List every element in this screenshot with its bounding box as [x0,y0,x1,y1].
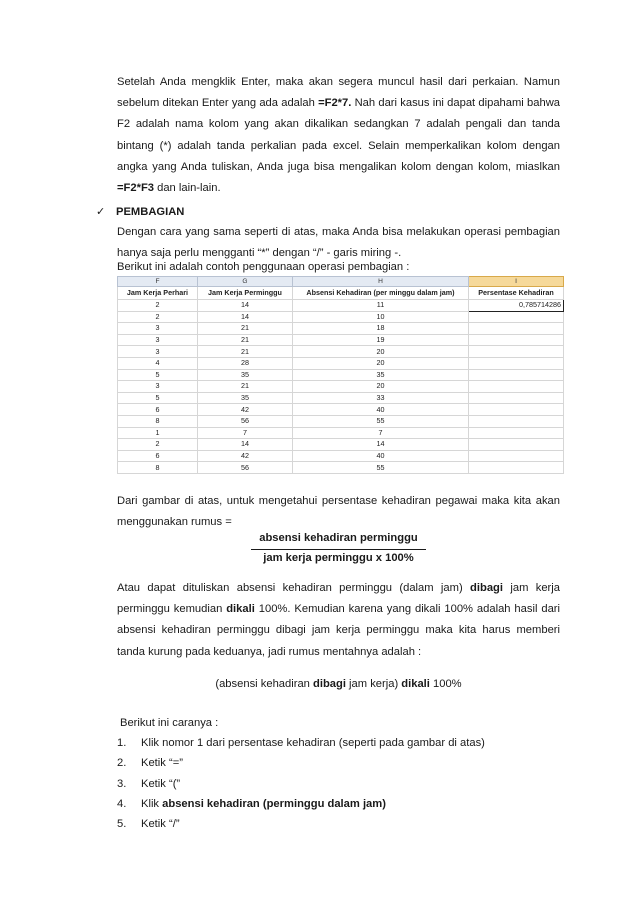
column-letter-row [118,277,564,287]
column-letter[interactable]: H [293,277,469,287]
table-cell[interactable] [469,415,564,427]
table-cell[interactable] [469,462,564,474]
column-letter[interactable]: G [198,277,293,287]
table-cell[interactable]: 10 [293,311,469,323]
table-cell[interactable]: 42 [198,404,293,416]
formula-numerator [117,528,560,550]
table-cell[interactable] [469,404,564,416]
section-title: PEMBAGIAN [116,206,185,218]
table-cell[interactable]: 33 [293,392,469,404]
list-text [141,733,485,753]
steps-intro: Berikut ini caranya : [120,717,219,729]
table-cell[interactable] [469,450,564,462]
table-row [118,462,564,474]
raw-formula [117,674,560,694]
table-cell[interactable]: 55 [293,462,469,474]
table-cell[interactable] [469,392,564,404]
header-row [118,287,564,300]
list-text-plain: Ketik “/” [141,818,180,831]
table-cell[interactable] [469,311,564,323]
table-row [118,369,564,381]
table-row [118,392,564,404]
table-cell[interactable]: 8 [118,462,198,474]
formula-bold-2: dikali [401,678,430,690]
list-text [141,794,386,814]
header-cell[interactable]: Absensi Kehadiran (per minggu dalam jam) [293,287,469,300]
formula-text-2: jam kerja) [345,678,402,690]
table-cell[interactable]: 1 [118,427,198,439]
list-text-plain: Ketik “=” [141,757,183,770]
table-row [118,427,564,439]
table-cell[interactable] [469,381,564,393]
table-cell[interactable]: 3 [118,323,198,335]
table-cell[interactable]: 2 [118,439,198,451]
table-cell[interactable]: 35 [198,369,293,381]
list-text-plain: Klik [141,797,163,810]
list-number: 2. [117,757,127,770]
section-paragraph: Dengan cara yang sama seperti di atas, maka Anda bisa melakukan operasi pembagian hanya saja perlu mengganti “*” dengan “/” - garis miring -. [117,226,560,260]
table-cell[interactable] [469,369,564,381]
table-cell[interactable]: 35 [198,392,293,404]
list-number: 1. [117,737,127,750]
explain-text-2: jam kerja perminggu kemudian [117,582,560,616]
header-cell[interactable]: Jam Kerja Perhari [118,287,198,300]
intro-formula-2: =F2*F3 [117,182,154,195]
list-text-plain: Klik nomor 1 dari persentase kehadiran (seperti pada gambar di atas) [141,737,485,750]
active-cell[interactable]: 0,785714286 [469,300,564,312]
table-cell[interactable]: 42 [198,450,293,462]
list-number: 5. [117,818,127,831]
table-row [118,300,564,312]
table-cell[interactable]: 3 [118,346,198,358]
table-cell[interactable]: 5 [118,392,198,404]
table-row [118,311,564,323]
table-cell[interactable]: 55 [293,415,469,427]
list-text-plain: Ketik “(” [141,777,181,790]
table-cell[interactable]: 21 [198,323,293,335]
list-number: 4. [117,797,127,810]
table-cell[interactable]: 14 [198,300,293,312]
table-row [118,450,564,462]
table-cell[interactable]: 40 [293,404,469,416]
table-cell[interactable]: 6 [118,404,198,416]
intro-text-3: dan lain-lain. [154,182,221,195]
table-cell[interactable]: 5 [118,369,198,381]
table-cell[interactable]: 3 [118,334,198,346]
table-cell[interactable]: 21 [198,381,293,393]
table-cell[interactable]: 56 [198,415,293,427]
table-row [118,381,564,393]
formula-text-3: 100% [429,678,462,690]
table-cell[interactable]: 11 [293,300,469,312]
table-row [118,357,564,369]
numerator-text: absensi kehadiran perminggu [251,528,426,550]
list-item [117,814,485,834]
list-item [117,774,485,794]
table-cell[interactable]: 2 [118,311,198,323]
table-cell[interactable]: 3 [118,381,198,393]
table-cell[interactable] [469,427,564,439]
table-cell[interactable]: 20 [293,381,469,393]
header-cell[interactable]: Persentase Kehadiran [469,287,564,300]
table-cell[interactable]: 6 [118,450,198,462]
table-row [118,346,564,358]
table-cell[interactable]: 40 [293,450,469,462]
table-cell[interactable] [469,323,564,335]
table-cell[interactable]: 21 [198,346,293,358]
formula-text-1: (absensi kehadiran [215,678,313,690]
table-cell[interactable]: 56 [198,462,293,474]
table-row [118,334,564,346]
list-item [117,733,485,753]
table-row [118,323,564,335]
table-cell[interactable]: 14 [198,311,293,323]
formula-denominator: jam kerja perminggu x 100% [263,552,414,564]
intro-text-2: Nah dari kasus ini dapat dipahami bahwa F2 adalah nama kolom yang akan dikalikan sedangkan 7 adalah pengali dan tanda bintang (*) adalah tanda perkalian pada excel. Selain memperkalikan kolom dengan angka yang Anda tuliskan, Anda juga bisa mengalikan kolom dengan kolom, miaslkan [117,97,561,173]
table-row [118,415,564,427]
intro-paragraph [117,72,560,199]
table-cell[interactable]: 18 [293,323,469,335]
list-item [117,753,485,773]
table-cell[interactable]: 21 [198,334,293,346]
list-text [141,753,183,773]
list-number: 3. [117,777,127,790]
table-cell[interactable]: 20 [293,346,469,358]
table-cell[interactable]: 20 [293,357,469,369]
table-cell[interactable]: 7 [293,427,469,439]
explain-bold-2: dikali [226,603,255,616]
table-row [118,404,564,416]
table-cell[interactable]: 14 [198,439,293,451]
table-cell[interactable] [469,334,564,346]
table-cell[interactable]: 19 [293,334,469,346]
intro-formula-1: =F2*7. [318,97,352,110]
section-heading [96,202,184,222]
header-cell[interactable]: Jam Kerja Perminggu [198,287,293,300]
spreadsheet-image [117,276,564,474]
table-row [118,439,564,451]
table-cell[interactable]: 35 [293,369,469,381]
table-cell[interactable]: 7 [198,427,293,439]
explain-text-3: 100%. Kemudian karena yang dikali 100% adalah hasil dari absensi kehadiran perminggu dibagi jam kerja perminggu maka kita harus memberi tanda kurung pada keduanya, jadi rumus mentahnya adalah : [117,603,561,658]
table-cell[interactable]: 14 [293,439,469,451]
list-item [117,794,485,814]
table-cell[interactable]: 2 [118,300,198,312]
after-table-paragraph: Dari gambar di atas, untuk mengetahui persentase kehadiran pegawai maka kita akan menggunakan rumus = [117,495,560,529]
explain-text-1: Atau dapat dituliskan absensi kehadiran perminggu (dalam jam) [117,582,471,594]
table-cell[interactable] [469,439,564,451]
explain-bold-1: dibagi [470,582,503,594]
table-cell[interactable]: 8 [118,415,198,427]
checkmark-icon: ✓ [96,206,106,218]
column-letter[interactable]: F [118,277,198,287]
list-text [141,774,180,794]
list-text-bold: absensi kehadiran (perminggu dalam jam) [162,797,386,810]
list-text [141,814,180,834]
table-cell[interactable]: 4 [118,357,198,369]
table-cell[interactable] [469,346,564,358]
intro-text-1: Setelah Anda mengklik Enter, maka akan segera muncul hasil dari perkaian. Namun sebelum ditekan Enter yang ada adalah [117,76,560,110]
table-cell[interactable]: 28 [198,357,293,369]
formula-bold-1: dibagi [313,678,346,690]
column-letter[interactable]: I [469,277,564,287]
explain-paragraph [117,578,560,663]
example-line: Berikut ini adalah contoh penggunaan operasi pembagian : [117,261,410,273]
table-cell[interactable] [469,357,564,369]
steps-list [117,713,485,834]
